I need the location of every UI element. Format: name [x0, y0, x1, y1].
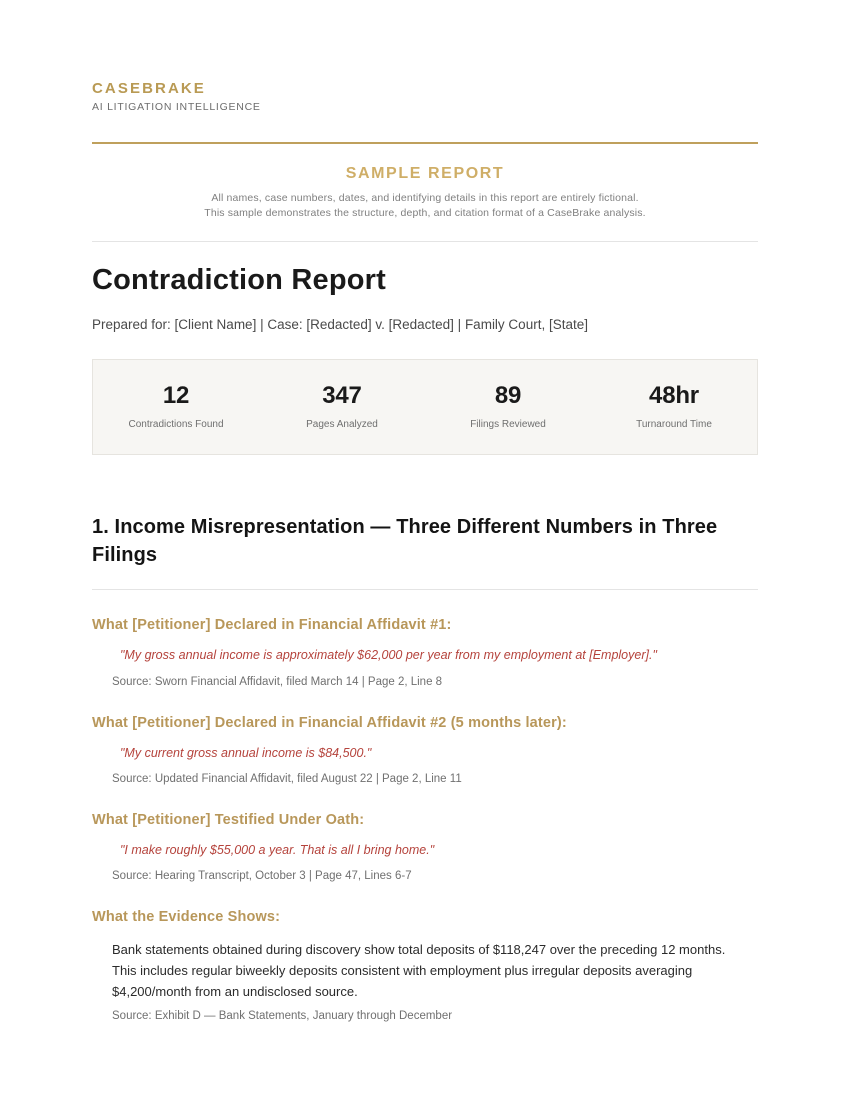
section-income-misrepresentation — [92, 513, 758, 1022]
brand-tagline: AI LITIGATION INTELLIGENCE — [92, 101, 261, 114]
stat-value: 48hr — [649, 381, 699, 409]
stat-item — [591, 382, 757, 430]
claim-body: Bank statements obtained during discovery show total deposits of $118,247 over the preceding 12 months. This includes regular biweekly deposits consistent with employment plus irregular deposits averaging $4,200/month from an undisclosed source. — [112, 941, 726, 999]
claim-source: Source: Sworn Financial Affidavit, filed March 14 | Page 2, Line 8 — [112, 675, 443, 688]
stat-label: Contradictions Found — [128, 418, 224, 430]
stat-value: 347 — [322, 381, 362, 409]
stat-item — [425, 382, 591, 430]
claim-heading: What [Petitioner] Declared in Financial Affidavit #2 (5 months later): — [92, 714, 567, 731]
sample-disclaimer-line-2: This sample demonstrates the structure, depth, and citation format of a CaseBrake analysis. — [204, 207, 646, 220]
stat-label: Turnaround Time — [636, 418, 712, 430]
stat-item — [93, 382, 259, 430]
claim-block — [92, 812, 758, 882]
brand-header — [92, 80, 758, 113]
stats-summary-box — [92, 359, 758, 455]
claim-block — [92, 909, 758, 1022]
sample-report-banner — [92, 144, 758, 219]
claim-source: Source: Updated Financial Affidavit, filed August 22 | Page 2, Line 11 — [112, 772, 462, 785]
stat-label: Filings Reviewed — [470, 418, 546, 430]
report-subtitle: Prepared for: [Client Name] | Case: [Redacted] v. [Redacted] | Family Court, [State] — [92, 316, 588, 332]
claim-heading: What [Petitioner] Testified Under Oath: — [92, 811, 365, 828]
stat-label: Pages Analyzed — [306, 418, 378, 430]
claim-heading: What [Petitioner] Declared in Financial Affidavit #1: — [92, 617, 452, 634]
claim-heading: What the Evidence Shows: — [92, 908, 281, 925]
claim-block — [92, 715, 758, 785]
claim-source: Source: Hearing Transcript, October 3 | Page 47, Lines 6-7 — [112, 869, 412, 882]
claim-quote: "My gross annual income is approximately $62,000 per year from my employment at [Employer]." — [120, 648, 657, 663]
sample-disclaimer-line-1: All names, case numbers, dates, and identifying details in this report are entirely fictional. — [211, 192, 639, 205]
claim-quote: "I make roughly $55,000 a year. That is all I bring home." — [120, 842, 435, 857]
sample-report-title: SAMPLE REPORT — [345, 165, 505, 183]
section-title: 1. Income Misrepresentation — Three Different Numbers in Three Filings — [92, 515, 718, 567]
stat-value: 89 — [494, 381, 522, 409]
section-divider — [92, 589, 758, 590]
page-title: Contradiction Report — [92, 264, 386, 297]
banner-divider — [92, 241, 758, 242]
claim-quote: "My current gross annual income is $84,500." — [120, 745, 372, 760]
claim-block — [92, 617, 758, 687]
claim-source: Source: Exhibit D — Bank Statements, January through December — [112, 1009, 453, 1022]
brand-logo: CASEBRAKE — [92, 80, 206, 97]
stat-item — [259, 382, 425, 430]
stat-value: 12 — [162, 381, 190, 409]
